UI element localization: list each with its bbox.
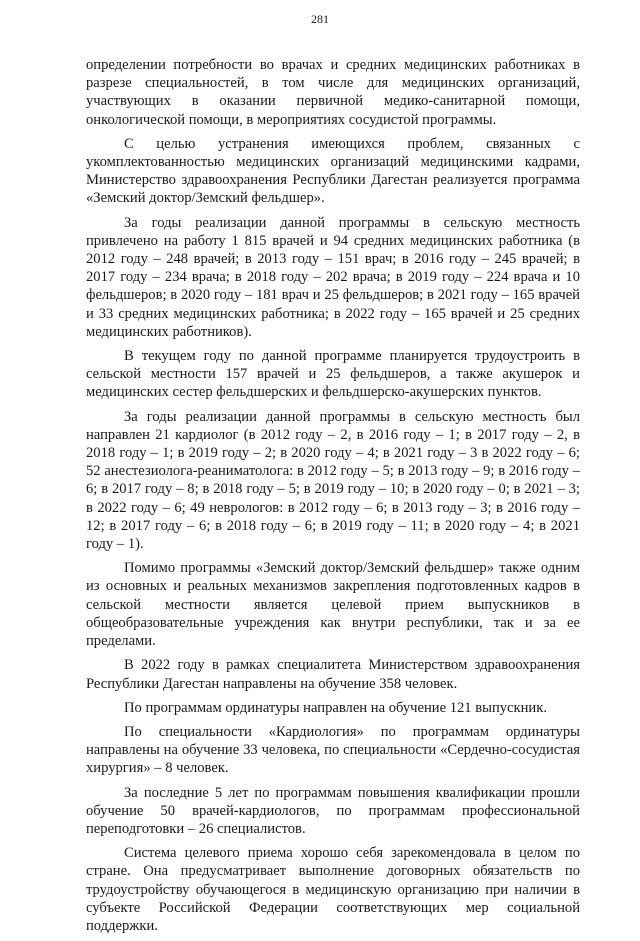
paragraph-program-results: За годы реализации данной программы в сельскую местность привлечено на работу 1 815 врачей и 94 средних медицинских работника (в 2012 году – 248 врачей; в 2013 году – 151 врач; в 2016 году – 245 врачей; в 2017 году – 234 врача; в 2018 году – 202 врача; в 2019 году – 224 врача и 10 фельдшеров; в 2020 году – 181 врач и 25 фельдшеров; в 2021 году – 165 врачей и 33 средних медицинских работника; в 2022 году – 165 врачей и 25 средних медицинских работников). bbox=[86, 214, 580, 340]
document-body bbox=[86, 56, 580, 941]
paragraph-specialists-directed: За годы реализации данной программы в сельскую местность был направлен 21 кардиолог (в 2012 году – 2, в 2016 году – 1; в 2017 году – 2, в 2018 году – 1; в 2019 году – 2; в 2020 году – 4; в 2021 году – 3 в 2022 году – 6; 52 анестезиолога-реаниматолога: в 2012 году – 5; в 2013 году – 9; в 2016 году – 6; в 2017 году – 8; в 2018 году – 5; в 2019 году – 10; в 2020 году – 0; в 2021 – 3; в 2022 году – 6; 49 неврологов: в 2012 году – 6; в 2013 году – 3; в 2016 году – 12; в 2017 году – 6; в 2018 году – 6; в 2019 году – 11; в 2020 году – 4; в 2021 году – 1). bbox=[86, 408, 580, 553]
paragraph-specialist-training-2022: В 2022 году в рамках специалитета Министерством здравоохранения Республики Дагестан направлены на обучение 358 человек. bbox=[86, 657, 580, 692]
paragraph-residency: По программам ординатуры направлен на обучение 121 выпускник. bbox=[124, 699, 547, 716]
paragraph-cardiology-residency: По специальности «Кардиология» по программам ординатуры направлены на обучение 33 человека, по специальности «Сердечно-сосудистая хирургия» – 8 человек. bbox=[86, 723, 580, 777]
paragraph-targeted-system: Система целевого приема хорошо себя зарекомендовала в целом по стране. Она предусматривает выполнение договорных обязательств по трудоустройству обучающегося в медицинскую организацию при наличии в субъекте Российской Федерации соответствующих мер социальной поддержки. bbox=[86, 845, 580, 934]
paragraph-qualification: За последние 5 лет по программам повышения квалификации прошли обучение 50 врачей-кардиологов, по программам профессиональной переподготовки – 26 специалистов. bbox=[86, 784, 580, 837]
paragraph-targeted-admission: Помимо программы «Земский доктор/Земский фельдшер» также одним из основных и реальных механизмов закрепления подготовленных кадров в сельской местности является целевой прием выпускников в общеобразовательные учреждения как внутри республики, так и за ее пределами. bbox=[86, 560, 580, 650]
paragraph-current-year-plan: В текущем году по данной программе планируется трудоустроить в сельской местности 157 врачей и 25 фельдшеров, а также акушерок и медицинских сестер фельдшерских и фельдшерско-акушерских пунктов. bbox=[86, 348, 580, 401]
paragraph-zemsky-program: С целью устранения имеющихся проблем, связанных с укомплектованностью медицинских организаций медицинскими кадрами, Министерство здравоохранения Республики Дагестан реализуется программа «Земский доктор/Земский фельдшер». bbox=[86, 135, 580, 207]
paragraph-continuation: определении потребности во врачах и средних медицинских работниках в разрезе специальностей, в том числе для медицинских организаций, участвующих в оказании первичной медико-санитарной помощи, онкологической помощи, в мероприятиях сосудистой программы. bbox=[86, 57, 580, 128]
page-number: 281 bbox=[311, 12, 329, 26]
